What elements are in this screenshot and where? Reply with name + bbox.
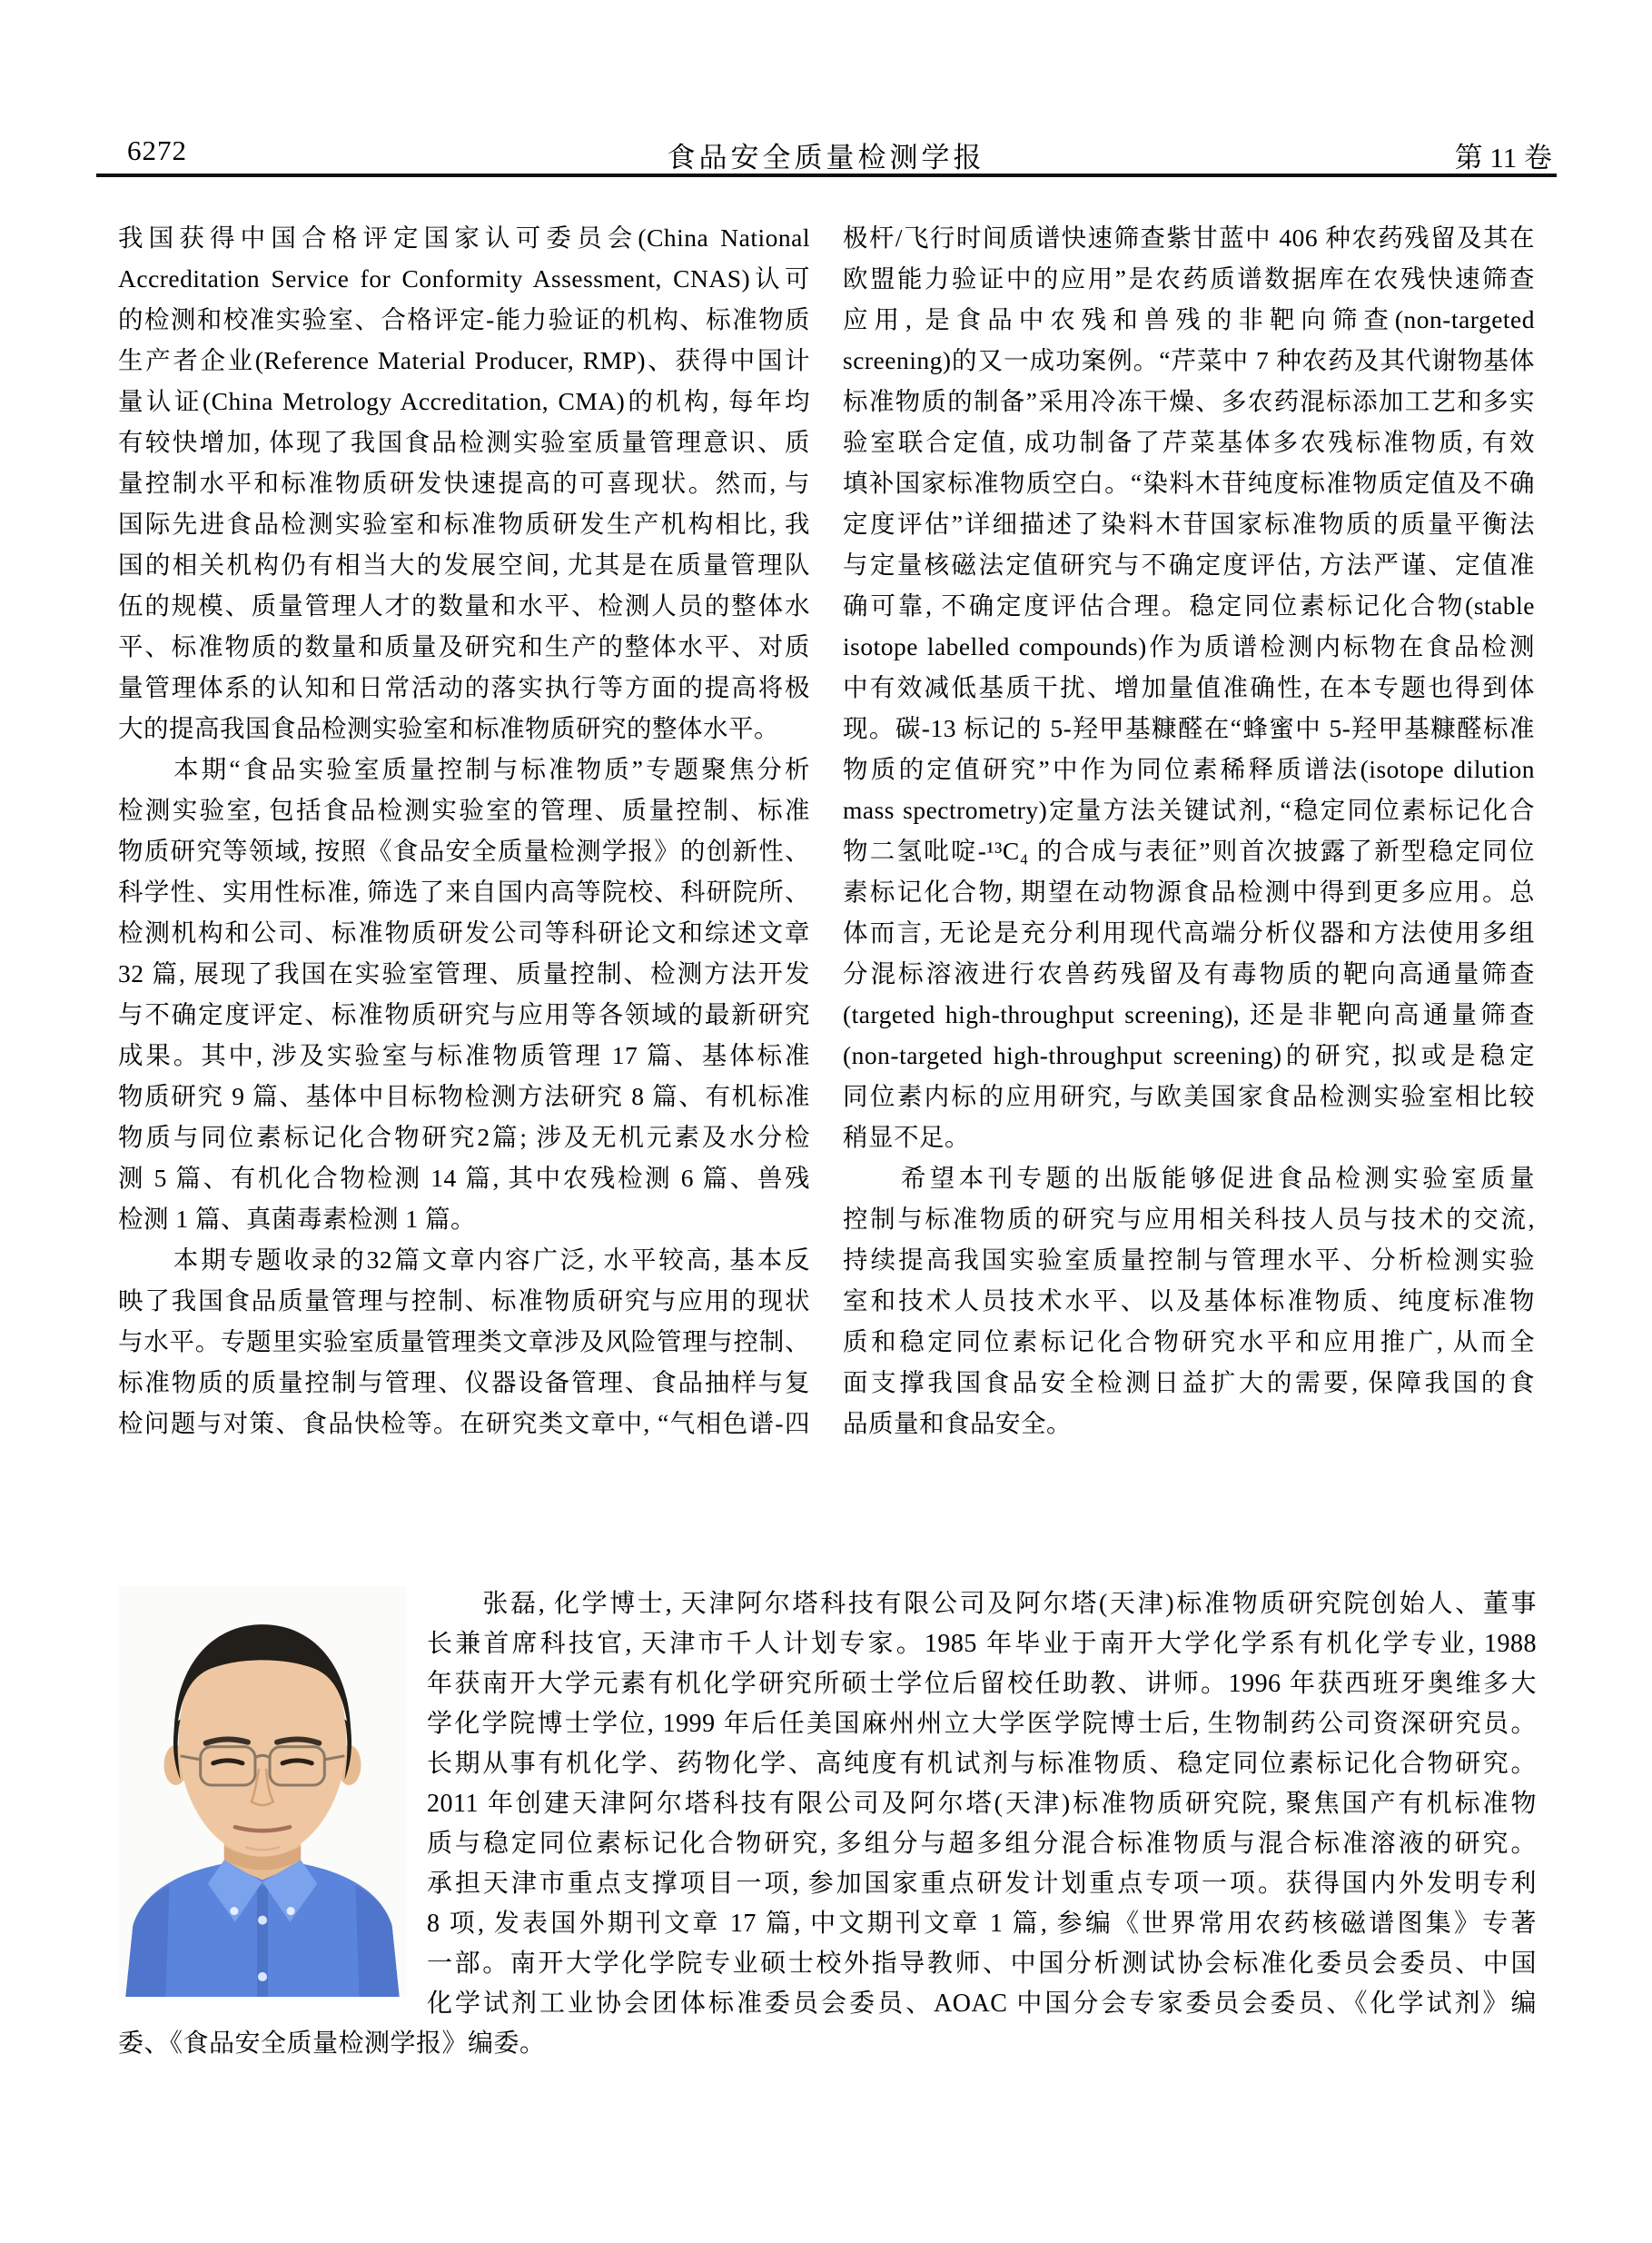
text-line: 国的相关机构仍有相当大的发展空间, 尤其是在质量管理队	[118, 551, 810, 579]
text-line: 面支撑我国食品安全检测日益扩大的需要, 保障我国的食	[843, 1368, 1535, 1396]
text-line: Accreditation Service for Conformity Assessment, CNAS)认可	[118, 264, 810, 293]
text-line: 大的提高我国食品检测实验室和标准物质研究的整体水平。	[118, 714, 779, 742]
text-line: 与定量核磁法定值研究与不确定度评估, 方法严谨、定值准	[843, 551, 1535, 579]
text-line: 映了我国食品质量管理与控制、标准物质研究与应用的现状	[118, 1286, 810, 1315]
text-line: 希望本刊专题的出版能够促进食品检测实验室质量	[843, 1164, 1535, 1192]
text-line: 室和技术人员技术水平、以及基体标准物质、纯度标准物	[843, 1286, 1535, 1315]
text-line: 的检测和校准实验室、合格评定-能力验证的机构、标准物质	[118, 305, 810, 333]
text-line: 年获南开大学元素有机化学研究所硕士学位后留校任助教、讲师。1996 年获西班牙奥维多大	[427, 1670, 1537, 1698]
text-line: 验室联合定值, 成功制备了芹菜基体多农残标准物质, 有效	[843, 428, 1535, 456]
text-line: 量认证(China Metrology Accreditation, CMA)的机构, 每年均	[118, 387, 810, 415]
text-line: 中有效减低基质干扰、增加量值准确性, 在本专题也得到体	[843, 673, 1535, 701]
text-line: 检问题与对策、食品快检等。在研究类文章中, “气相色谱-四	[118, 1409, 810, 1437]
text-line: 极杆/飞行时间质谱快速筛查紫甘蓝中 406 种农药残留及其在	[843, 223, 1535, 252]
text-line: 与不确定度评定、标准物质研究与应用等各领域的最新研究	[118, 1000, 810, 1028]
text-line: 2011 年创建天津阿尔塔科技有限公司及阿尔塔(天津)标准物质研究院, 聚焦国产有机标准物	[427, 1790, 1537, 1818]
text-line: 有较快增加, 体现了我国食品检测实验室质量管理意识、质	[118, 428, 810, 456]
text-line: 平、标准物质的数量和质量及研究和生产的整体水平、对质	[118, 632, 810, 660]
text-line: screening)的又一成功案例。“芹菜中 7 种农药及其代谢物基体	[843, 346, 1535, 374]
text-line: 检测 1 篇、真菌毒素检测 1 篇。	[118, 1205, 476, 1233]
text-line: 检测机构和公司、标准物质研发公司等科研论文和综述文章	[118, 918, 810, 947]
text-line: 本期专题收录的32篇文章内容广泛, 水平较高, 基本反	[118, 1246, 810, 1274]
text-line: 量管理体系的认知和日常活动的落实执行等方面的提高将极	[118, 673, 810, 701]
text-line: 物质与同位素标记化合物研究2篇; 涉及无机元素及水分检	[118, 1123, 810, 1151]
text-line: 控制与标准物质的研究与应用相关科技人员与技术的交流,	[843, 1205, 1535, 1233]
text-line: 标准物质的制备”采用冷冻干燥、多农药混标添加工艺和多实	[843, 387, 1535, 415]
page-number: 6272	[127, 134, 187, 166]
text-line: 应用, 是食品中农残和兽残的非靶向筛查(non-targeted	[843, 305, 1535, 333]
text-line: 稍显不足。	[843, 1123, 970, 1151]
text-line: 长兼首席科技官, 天津市千人计划专家。1985 年毕业于南开大学化学系有机化学专业, 1988	[427, 1630, 1537, 1658]
text-line: isotope labelled compounds)作为质谱检测内标物在食品检测	[843, 632, 1535, 660]
text-line: 填补国家标准物质空白。“染料木苷纯度标准物质定值及不确	[843, 469, 1535, 497]
text-line: 科学性、实用性标准, 筛选了来自国内高等院校、科研院所、	[118, 878, 810, 906]
right-column	[843, 217, 1535, 1444]
text-line: 与水平。专题里实验室质量管理类文章涉及风险管理与控制、	[118, 1327, 810, 1355]
text-line: (targeted high-throughput screening), 还是非靶向高通量筛查	[843, 1000, 1535, 1028]
text-line: mass spectrometry)定量方法关键试剂, “稳定同位素标记化合	[843, 796, 1535, 824]
text-line: 国际先进食品检测实验室和标准物质研发生产机构相比, 我	[118, 510, 810, 538]
text-line: 长期从事有机化学、药物化学、高纯度有机试剂与标准物质、稳定同位素标记化合物研究。	[427, 1750, 1537, 1778]
text-line: (non-targeted high-throughput screening)的研究, 拟或是稳定	[843, 1041, 1535, 1069]
header-divider-rule	[96, 174, 1557, 177]
text-line: 承担天津市重点支撑项目一项, 参加国家重点研发计划重点专项一项。获得国内外发明专利	[427, 1870, 1537, 1898]
text-line: 质和稳定同位素标记化合物研究水平和应用推广, 从而全	[843, 1327, 1535, 1355]
text-line: 确可靠, 不确定度评估合理。稳定同位素标记化合物(stable	[843, 591, 1535, 620]
portrait-photo	[118, 1586, 407, 1997]
text-line: 物质研究 9 篇、基体中目标物检测方法研究 8 篇、有机标准	[118, 1082, 810, 1110]
text-line: 品质量和食品安全。	[843, 1409, 1072, 1437]
text-line: 欧盟能力验证中的应用”是农药质谱数据库在农残快速筛查	[843, 264, 1535, 293]
editorial-body	[118, 217, 1535, 1444]
text-line: 同位素内标的应用研究, 与欧美国家食品检测实验室相比较	[843, 1082, 1535, 1110]
text-line: 8 项, 发表国外期刊文章 17 篇, 中文期刊文章 1 篇, 参编《世界常用农药核磁谱图集》专著	[427, 1910, 1537, 1938]
text-line: 物二氢吡啶-¹³C₄ 的合成与表征”则首次披露了新型稳定同位	[843, 837, 1535, 865]
text-line: 现。碳-13 标记的 5-羟甲基糠醛在“蜂蜜中 5-羟甲基糠醛标准	[843, 714, 1535, 742]
volume-label: 第 11 卷	[1454, 142, 1552, 174]
text-line: 本期“食品实验室质量控制与标准物质”专题聚焦分析	[118, 755, 810, 783]
text-line: 质与稳定同位素标记化合物研究, 多组分与超多组分混合标准物质与混合标准溶液的研究。	[427, 1830, 1537, 1858]
text-line: 伍的规模、质量管理人才的数量和水平、检测人员的整体水	[118, 591, 810, 620]
portrait-illustration	[118, 1586, 407, 1997]
text-line: 张磊, 化学博士, 天津阿尔塔科技有限公司及阿尔塔(天津)标准物质研究院创始人、董事	[427, 1590, 1537, 1618]
text-line: 持续提高我国实验室质量控制与管理水平、分析检测实验	[843, 1246, 1535, 1274]
text-line: 定度评估”详细描述了染料木苷国家标准物质的质量平衡法	[843, 510, 1535, 538]
text-line: 32 篇, 展现了我国在实验室管理、质量控制、检测方法开发	[118, 959, 810, 988]
text-line: 一部。南开大学化学院专业硕士校外指导教师、中国分析测试协会标准化委员会委员、中国	[427, 1950, 1537, 1978]
text-line: 委、《食品安全质量检测学报》编委。	[118, 2030, 546, 2058]
editor-biography-section	[118, 1584, 1537, 2064]
text-line: 生产者企业(Reference Material Producer, RMP)、获得中国计	[118, 346, 810, 374]
text-line: 成果。其中, 涉及实验室与标准物质管理 17 篇、基体标准	[118, 1041, 810, 1069]
journal-title: 食品安全质量检测学报	[667, 142, 985, 174]
text-line: 标准物质的质量控制与管理、仪器设备管理、食品抽样与复	[118, 1368, 810, 1396]
text-line: 测 5 篇、有机化合物检测 14 篇, 其中农残检测 6 篇、兽残	[118, 1164, 810, 1192]
text-line: 量控制水平和标准物质研发快速提高的可喜现状。然而, 与	[118, 469, 810, 497]
text-line: 学化学院博士学位, 1999 年后任美国麻州州立大学医学院博士后, 生物制药公司资深研究员。	[427, 1710, 1537, 1738]
text-line: 化学试剂工业协会团体标准委员会委员、AOAC 中国分会专家委员会委员、《化学试剂》编	[427, 1990, 1537, 2018]
left-column	[118, 217, 810, 1444]
text-line: 检测实验室, 包括食品检测实验室的管理、质量控制、标准	[118, 796, 810, 824]
text-line: 物质的定值研究”中作为同位素稀释质谱法(isotope dilution	[843, 755, 1535, 783]
text-line: 素标记化合物, 期望在动物源食品检测中得到更多应用。总	[843, 878, 1535, 906]
text-line: 体而言, 无论是充分利用现代高端分析仪器和方法使用多组	[843, 918, 1535, 947]
text-line: 我国获得中国合格评定国家认可委员会(China National	[118, 223, 810, 252]
running-head	[96, 134, 1556, 173]
text-line: 分混标溶液进行农兽药残留及有毒物质的靶向高通量筛查	[843, 959, 1535, 988]
text-line: 物质研究等领域, 按照《食品安全质量检测学报》的创新性、	[118, 837, 810, 865]
